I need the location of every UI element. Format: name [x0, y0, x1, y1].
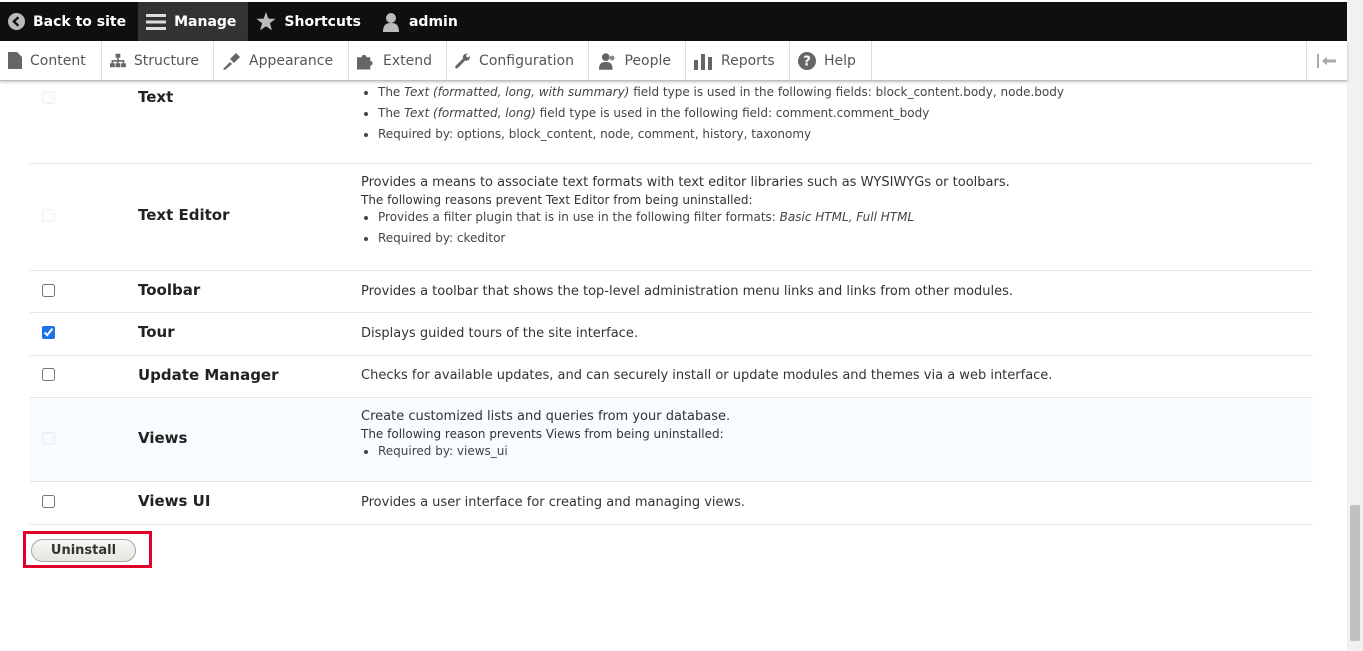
- module-description: [361, 85, 1303, 141]
- manage-label: Manage: [174, 13, 237, 30]
- shortcuts-tab[interactable]: [248, 2, 373, 41]
- tray-item-help[interactable]: [790, 41, 872, 80]
- collapse-left-icon: [1317, 54, 1337, 68]
- list-item: • Required by: views_ui: [378, 444, 1303, 458]
- module-description: [361, 368, 1303, 383]
- svg-text:?: ?: [803, 54, 811, 69]
- description-text: Provides a user interface for creating and managing views.: [361, 495, 746, 510]
- star-icon: [256, 12, 276, 31]
- people-icon: [597, 52, 616, 70]
- tray-item-content[interactable]: [0, 41, 102, 80]
- module-name: Views: [138, 429, 188, 447]
- help-icon: [798, 52, 816, 70]
- module-row-tour: [30, 313, 1313, 356]
- module-row-views-ui: [30, 482, 1313, 525]
- module-name: Text: [138, 88, 174, 106]
- user-tab[interactable]: [373, 2, 470, 41]
- module-description: [361, 326, 1303, 341]
- paintbrush-icon: [222, 52, 241, 70]
- list-item: • Required by: options, block_content, node, comment, history, taxonomy: [378, 127, 1303, 141]
- user-icon: [381, 12, 401, 32]
- module-name: Views UI: [138, 492, 211, 510]
- tray-item-label: People: [624, 52, 671, 69]
- module-row-update-manager: [30, 356, 1313, 398]
- admin-tray: [0, 41, 1347, 81]
- tray-item-structure[interactable]: [102, 41, 214, 80]
- sitemap-icon: [110, 52, 126, 69]
- puzzle-icon: [357, 52, 375, 70]
- module-checkbox-text-editor: [42, 209, 55, 222]
- scrollbar-thumb[interactable]: [1350, 505, 1360, 641]
- module-checkbox-tour[interactable]: [42, 326, 55, 339]
- description-text: Checks for available updates, and can securely install or update modules and themes via a web interface.: [361, 368, 1053, 383]
- uninstall-button[interactable]: Uninstall: [31, 539, 136, 562]
- module-row-views: [30, 398, 1313, 482]
- uninstall-reason: The following reason prevents Views from being uninstalled:: [361, 427, 724, 441]
- module-checkbox-views-ui[interactable]: [42, 495, 55, 508]
- tray-orientation-toggle[interactable]: [1306, 41, 1347, 80]
- user-name: admin: [408, 13, 458, 30]
- manage-tab[interactable]: [138, 2, 248, 41]
- description-text: Create customized lists and queries from your database.: [361, 409, 731, 424]
- list-item: • Required by: ckeditor: [378, 231, 1303, 245]
- tray-item-configuration[interactable]: [447, 41, 589, 80]
- module-description: [361, 409, 1303, 458]
- uninstall-button-highlight: [23, 531, 152, 568]
- module-description: [361, 495, 1303, 510]
- tray-item-appearance[interactable]: [214, 41, 349, 80]
- tray-item-reports[interactable]: [686, 41, 790, 80]
- module-description: [361, 284, 1303, 299]
- uninstall-reason: The following reasons prevent Text Editor from being uninstalled:: [361, 193, 753, 207]
- tray-item-label: Structure: [133, 52, 199, 69]
- list-item: • Provides a filter plugin that is in use in the following filter formats: Basic HTML, Full HTML: [378, 210, 1303, 224]
- module-row-text: [30, 81, 1313, 164]
- module-checkbox-views: [42, 432, 55, 445]
- tray-item-label: Configuration: [479, 52, 574, 69]
- tray-item-label: Content: [30, 52, 86, 69]
- uninstall-modules-table: [30, 81, 1313, 525]
- tray-item-label: Appearance: [249, 52, 334, 69]
- back-to-site-link[interactable]: [0, 2, 138, 41]
- list-item: • The Text (formatted, long) field type is used in the following field: comment.comment_body: [378, 106, 1303, 120]
- module-checkbox-update-manager[interactable]: [42, 368, 55, 381]
- shortcuts-label: Shortcuts: [284, 13, 361, 30]
- module-checkbox-toolbar[interactable]: [42, 284, 55, 297]
- bar-chart-icon: [694, 52, 713, 70]
- module-checkbox-text: [42, 91, 55, 104]
- module-description: [361, 175, 1303, 245]
- module-name: Update Manager: [138, 366, 279, 384]
- description-text: Provides a toolbar that shows the top-level administration menu links and links from other modules.: [361, 284, 1014, 299]
- tray-item-label: Reports: [721, 52, 775, 69]
- back-to-site-label: Back to site: [33, 13, 127, 30]
- list-item: • The Text (formatted, long, with summary) field type is used in the following fields: block_content.body, node.body: [378, 85, 1303, 99]
- tray-item-people[interactable]: [589, 41, 686, 80]
- back-arrow-icon: [8, 13, 25, 30]
- hamburger-menu-icon: [146, 13, 166, 31]
- file-icon: [8, 52, 22, 69]
- admin-toolbar: [0, 2, 1347, 41]
- module-name: Text Editor: [138, 206, 230, 224]
- description-text: Displays guided tours of the site interface.: [361, 326, 638, 341]
- module-name: Tour: [138, 323, 175, 341]
- tray-item-extend[interactable]: [349, 41, 447, 80]
- tray-item-label: Extend: [383, 52, 432, 69]
- wrench-icon: [455, 52, 471, 70]
- description-text: Provides a means to associate text formats with text editor libraries such as WYSIWYGs or toolbars.: [361, 175, 1010, 190]
- tray-item-label: Help: [824, 52, 856, 69]
- module-name: Toolbar: [138, 281, 201, 299]
- module-row-toolbar: [30, 271, 1313, 313]
- page-scrollbar[interactable]: [1347, 0, 1363, 651]
- module-row-text-editor: [30, 164, 1313, 271]
